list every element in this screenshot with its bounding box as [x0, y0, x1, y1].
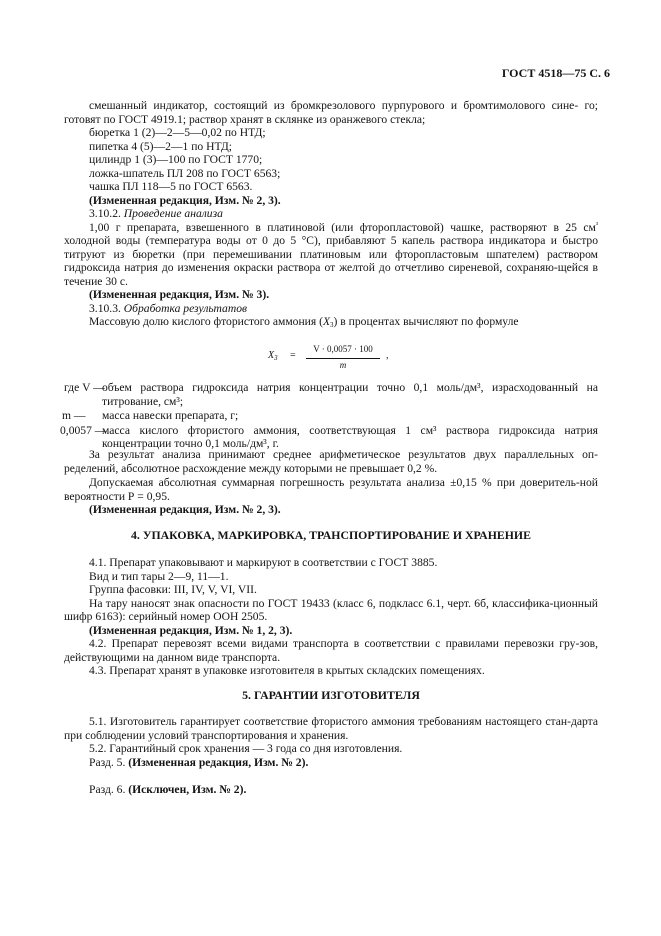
definition-row: [64, 381, 598, 408]
paragraph-container-type: Вид и тип тары 2—9, 11—1.: [89, 569, 229, 583]
reagents-block: [64, 99, 598, 329]
variable-definitions: [60, 381, 598, 451]
formula-numerator: V · 0,0057 · 100: [306, 343, 380, 359]
formula-equals: =: [290, 350, 296, 361]
formula: [268, 343, 428, 369]
paragraph-hazard-sign: На тару наносят знак опасности по ГОСТ 19433 (класс 6, подкласс 6.1, черт. 6б, классифика-ционный шифр 6163): серийный номер ООН 2505.: [64, 596, 598, 623]
definition-row: [60, 423, 598, 451]
error-paragraph: Допускаемая абсолютная суммарная погрешность результата анализа ±0,15 % при доверитель-ной вероятности Р = 0,95.: [64, 476, 598, 503]
section-5-body: [64, 715, 598, 797]
paragraph-4-1: 4.1. Препарат упаковывают и маркируют в соответствии с ГОСТ 3885.: [89, 556, 438, 569]
definition-text: масса кислого фтористого аммония, соответствующая 1 см³ раствора гидроксида натрия концентрации точно 0,1 моль/дм³, г.: [102, 423, 598, 450]
definition-key: 0,0057 —: [60, 423, 107, 437]
definition-key: m —: [62, 409, 86, 422]
section-4-heading: 4. УПАКОВКА, МАРКИРОВКА, ТРАНСПОРТИРОВАНИЕ И ХРАНЕНИЕ: [131, 528, 531, 542]
amendment-note: (Измененная редакция, Изм. № 1, 2, 3).: [89, 623, 293, 637]
formula-fraction: [306, 343, 380, 372]
section-5-heading: 5. ГАРАНТИИ ИЗГОТОВИТЕЛЯ: [242, 688, 420, 702]
section-4-body: [64, 556, 598, 678]
calculation-paragraph: Массовую долю кислого фтористого аммония $(X_3)$ в процентах вычисляют по формуле: [89, 315, 519, 329]
indicator-text: смешанный индикатор, состоящий из бромкрезолового пурпурового и бромтимолового сине- го; готовят по ГОСТ 4919.1; раствор хранят в склянке из оранжевого стекла;: [64, 99, 598, 126]
result-paragraph: За результат анализа принимают среднее арифметическое результатов двух параллельных оп-ределений, абсолютное расхождение между которыми не превышает 0,2 %.: [64, 448, 598, 475]
paragraph-5-2: 5.2. Гарантийный срок хранения — 3 года со дня изготовления.: [89, 742, 403, 755]
definition-row: [64, 409, 598, 423]
formula-comma: ,: [386, 350, 389, 361]
paragraph-4-2: 4.2. Препарат перевозят всеми видами транспорта в соответствии с правилами перевозки гру-зов, действующими на данном виде транспорта.: [64, 637, 598, 664]
procedure-paragraph: 1,00 г препарата, взвешенного в платиновой (или фторопластовой) чашке, растворяют в 25 $см^{^3}$ холодной воды (температура воды от 0 до 5 °С), прибавляют 5 капель раствора индикатора и быстро титруют из бюретки (при перемешивании платиновым или фторопластовым шпателем) раствором гидроксида натрия до изменения окраски раствора от желтой до отчетливо сиреневой, сохраняю-щейся в течение 30 с.: [64, 220, 598, 288]
equipment-item: бюретка 1 (2)—2—5—0,02 по НТД;: [89, 126, 266, 139]
page-header: ГОСТ 4518—75 С. 6: [501, 66, 610, 80]
subsection-heading: 3.10.3. Обработка результатов: [89, 301, 248, 315]
equipment-item: чашка ПЛ 118—5 по ГОСТ 6563.: [89, 180, 253, 193]
formula-denominator: m: [339, 359, 347, 370]
section-6-excluded: Разд. 6. (Исключен, Изм. № 2).: [89, 783, 247, 796]
amendment-note: (Измененная редакция, Изм. № 2, 3).: [89, 193, 281, 207]
equipment-item: ложка-шпатель ПЛ 208 по ГОСТ 6563;: [89, 166, 281, 180]
section-5-amendment: Разд. 5. (Измененная редакция, Изм. № 2).: [89, 755, 309, 769]
results-block: [64, 448, 598, 517]
definition-text: масса навески препарата, г;: [102, 409, 239, 422]
equipment-item: пипетка 4 (5)—2—1 по НТД;: [89, 139, 232, 153]
amendment-note: (Измененная редакция, Изм. № 3).: [89, 288, 270, 301]
definition-text: объем раствора гидроксида натрия концентрации точно 0,1 моль/дм³, израсходованный на титрование, см³;: [102, 381, 598, 408]
formula-lhs: $X_3$: [268, 350, 278, 362]
paragraph-5-1: 5.1. Изготовитель гарантирует соответствие фтористого аммония требованиям настоящего стан-дарта при соблюдении условий транспортирования и хранения.: [64, 715, 598, 742]
amendment-note: (Измененная редакция, Изм. № 2, 3).: [89, 503, 281, 516]
definition-key: где V —: [64, 381, 105, 394]
subsection-heading: 3.10.2. Проведение анализа: [89, 207, 223, 220]
equipment-item: цилиндр 1 (3)—100 по ГОСТ 1770;: [89, 153, 263, 166]
paragraph-4-3: 4.3. Препарат хранят в упаковке изготовителя в крытых складских помещениях.: [89, 664, 485, 677]
paragraph-packing-group: Группа фасовки: III, IV, V, VI, VII.: [89, 583, 257, 596]
